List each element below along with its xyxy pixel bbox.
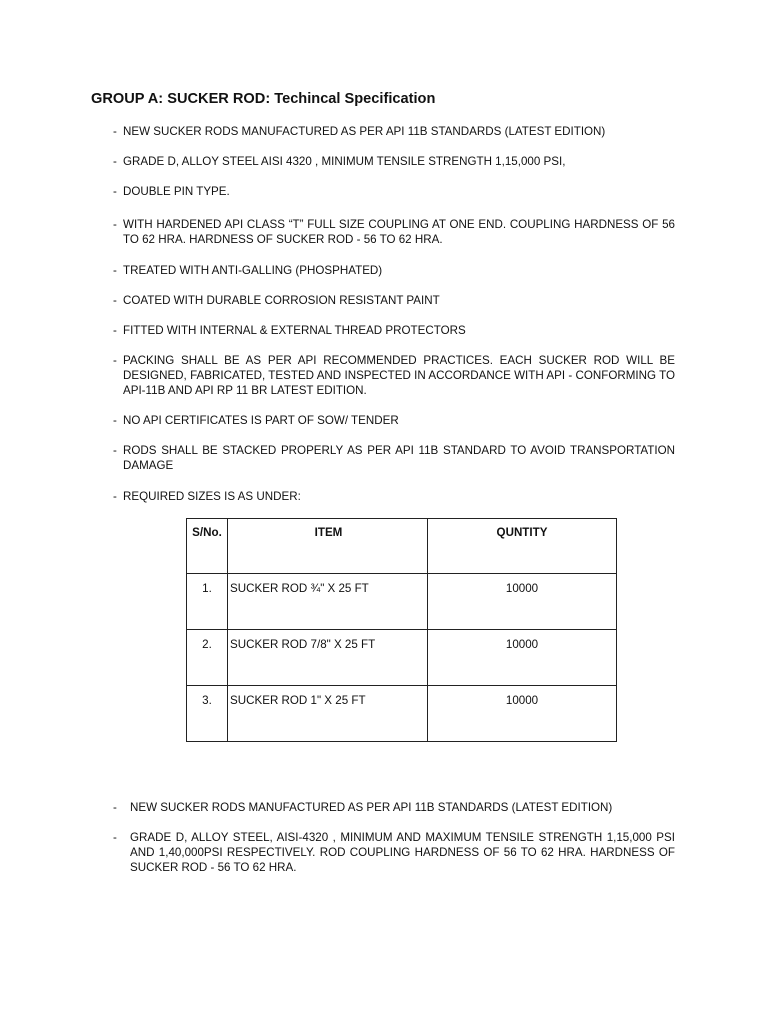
cell-item: SUCKER ROD 7/8" X 25 FT [228,630,428,686]
list-item [113,323,675,338]
list-item [113,413,675,428]
list-item [113,263,675,278]
list-item-text: NEW SUCKER RODS MANUFACTURED AS PER API 11B STANDARDS (LATEST EDITION) [123,125,606,138]
list-item [113,217,675,247]
cell-quantity: 10000 [428,574,617,630]
list-item-text: NEW SUCKER RODS MANUFACTURED AS PER API 11B STANDARDS (LATEST EDITION) [130,801,613,814]
bullet-dash: - [113,354,117,367]
bullet-dash: - [113,294,117,307]
bullet-dash: - [113,831,117,844]
bullet-dash: - [113,185,117,198]
list-item [113,353,675,398]
header-item: ITEM [228,519,428,574]
list-item [113,830,675,875]
bullet-dash: - [113,801,117,814]
bullet-dash: - [113,125,117,138]
bullet-dash: - [113,218,117,231]
cell-sno: 1. [187,574,228,630]
bullet-dash: - [113,490,117,503]
cell-sno: 3. [187,686,228,742]
cell-item: SUCKER ROD 1" X 25 FT [228,686,428,742]
list-item-text: GRADE D, ALLOY STEEL AISI 4320 , MINIMUM TENSILE STRENGTH 1,15,000 PSI, [123,155,566,168]
header-sno: S/No. [187,519,228,574]
list-item [113,154,675,169]
list-item [113,124,675,139]
bullet-dash: - [113,264,117,277]
bullet-dash: - [113,444,117,457]
list-item [113,293,675,308]
bullet-dash: - [113,324,117,337]
cell-quantity: 10000 [428,630,617,686]
cell-item: SUCKER ROD ¾" X 25 FT [228,574,428,630]
list-item-text: TREATED WITH ANTI-GALLING (PHOSPHATED) [123,264,383,277]
table-row [187,574,617,630]
list-item [113,443,675,473]
list-item-text: GRADE D, ALLOY STEEL, AISI-4320 , MINIMUM AND MAXIMUM TENSILE STRENGTH 1,15,000 PSI AND 1,40,000PSI RESPECTIVELY. ROD COUPLING HARDNESS OF 56 TO 62 HRA. HARDNESS OF SUCKER ROD - 56 TO 62 HRA. [130,831,675,874]
list-item-text: PACKING SHALL BE AS PER API RECOMMENDED PRACTICES. EACH SUCKER ROD WILL BE DESIGNED, FABRICATED, TESTED AND INSPECTED IN ACCORDANCE WITH API - CONFORMING TO API-11B AND API RP 11 BR LATEST EDITION. [123,354,675,397]
list-item-text: REQUIRED SIZES IS AS UNDER: [123,490,301,503]
list-item [113,489,675,504]
header-quantity: QUNTITY [428,519,617,574]
list-item-text: RODS SHALL BE STACKED PROPERLY AS PER API 11B STANDARD TO AVOID TRANSPORTATION DAMAGE [123,444,675,472]
list-item [113,184,675,199]
cell-quantity: 10000 [428,686,617,742]
list-item-text: FITTED WITH INTERNAL & EXTERNAL THREAD PROTECTORS [123,324,466,337]
list-item-text: NO API CERTIFICATES IS PART OF SOW/ TENDER [123,414,399,427]
list-item-text: COATED WITH DURABLE CORROSION RESISTANT PAINT [123,294,440,307]
bullet-dash: - [113,414,117,427]
table-row [187,630,617,686]
list-item-text: WITH HARDENED API CLASS “T” FULL SIZE COUPLING AT ONE END. COUPLING HARDNESS OF 56 TO 62 HRA. HARDNESS OF SUCKER ROD - 56 TO 62 HRA. [123,218,675,246]
list-item-text: DOUBLE PIN TYPE. [123,185,230,198]
table-row [187,686,617,742]
bullet-dash: - [113,155,117,168]
document-title: GROUP A: SUCKER ROD: Techincal Specification [91,91,436,107]
cell-sno: 2. [187,630,228,686]
list-item [113,800,675,815]
table-header-row [187,519,617,574]
required-sizes-table [186,518,617,742]
